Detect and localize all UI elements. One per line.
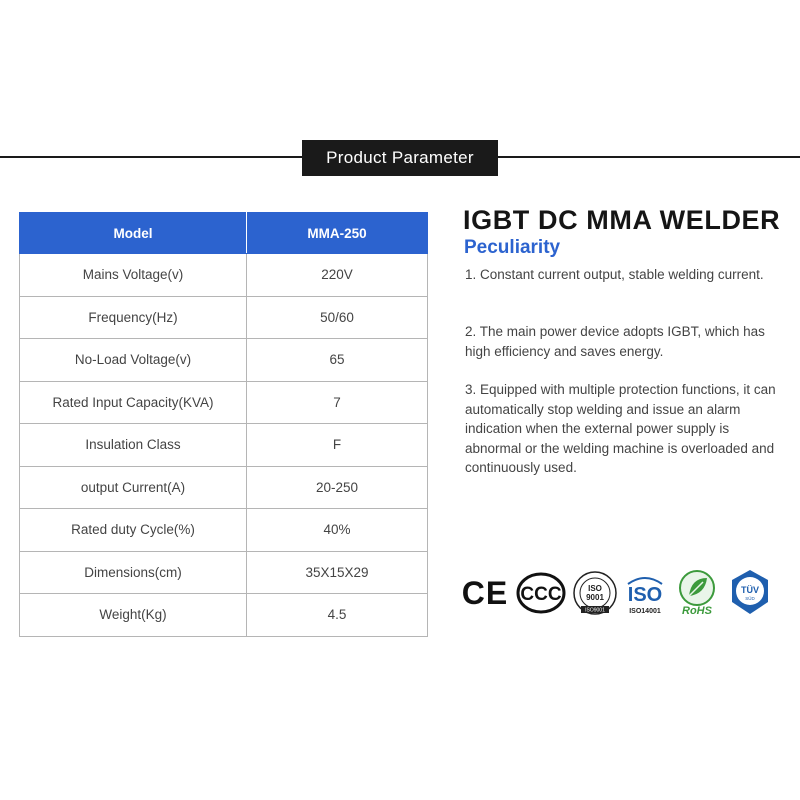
peculiarity-heading: Peculiarity <box>464 237 561 258</box>
product-title: IGBT DC MMA WELDER <box>463 205 781 235</box>
spec-label: Mains Voltage(v) <box>20 254 247 297</box>
ccc-mark-icon <box>516 572 566 614</box>
rohs-leaf-icon <box>675 568 719 616</box>
svg-text:CCC: CCC <box>520 584 562 605</box>
spec-label: Insulation Class <box>20 424 247 467</box>
spec-value: 50/60 <box>247 296 428 339</box>
table-row <box>20 466 428 509</box>
spec-value: F <box>247 424 428 467</box>
svg-text:9001: 9001 <box>586 593 604 602</box>
spec-header-value: MMA-250 <box>247 213 428 254</box>
svg-text:RoHS: RoHS <box>682 605 712 616</box>
certification-logos <box>462 568 782 618</box>
feature-1: 1. Constant current output, stable welding current. <box>465 267 764 282</box>
table-row <box>20 381 428 424</box>
spec-table <box>19 212 428 637</box>
spec-value: 35X15X29 <box>247 551 428 594</box>
spec-value: 20-250 <box>247 466 428 509</box>
spec-value: 220V <box>247 254 428 297</box>
svg-text:ISO9001: ISO9001 <box>585 607 605 614</box>
svg-text:ISO: ISO <box>588 584 602 593</box>
spec-value: 4.5 <box>247 594 428 637</box>
spec-label: output Current(A) <box>20 466 247 509</box>
spec-label: Rated duty Cycle(%) <box>20 509 247 552</box>
table-row <box>20 296 428 339</box>
svg-text:TÜV: TÜV <box>741 585 759 595</box>
spec-table-header-row <box>20 213 428 254</box>
table-row <box>20 424 428 467</box>
section-banner: Product Parameter <box>302 140 498 176</box>
spec-header-model: Model <box>20 213 247 254</box>
spec-value: 40% <box>247 509 428 552</box>
feature-2: 2. The main power device adopts IGBT, which has high efficiency and saves energy. <box>465 324 765 359</box>
spec-label: Weight(Kg) <box>20 594 247 637</box>
svg-text:SÜD: SÜD <box>745 596 755 601</box>
svg-text:ISO: ISO <box>627 584 663 606</box>
spec-label: Frequency(Hz) <box>20 296 247 339</box>
spec-label: Rated Input Capacity(KVA) <box>20 381 247 424</box>
ce-mark-icon <box>462 571 508 615</box>
feature-3: 3. Equipped with multiple protection functions, it can automatically stop welding and issue an alarm indication when the external power supply is abnormal or the welding machine is overloaded and continuously used. <box>465 382 776 475</box>
svg-text:CE: CE <box>462 575 508 611</box>
table-row <box>20 594 428 637</box>
spec-label: No-Load Voltage(v) <box>20 339 247 382</box>
iso-9001-icon <box>572 570 618 616</box>
svg-text:ISO14001: ISO14001 <box>629 608 661 615</box>
table-row <box>20 254 428 297</box>
tuv-sud-icon <box>728 568 772 616</box>
table-row <box>20 339 428 382</box>
table-row <box>20 509 428 552</box>
spec-value: 65 <box>247 339 428 382</box>
table-row <box>20 551 428 594</box>
spec-label: Dimensions(cm) <box>20 551 247 594</box>
spec-value: 7 <box>247 381 428 424</box>
iso-14001-icon <box>622 570 668 616</box>
